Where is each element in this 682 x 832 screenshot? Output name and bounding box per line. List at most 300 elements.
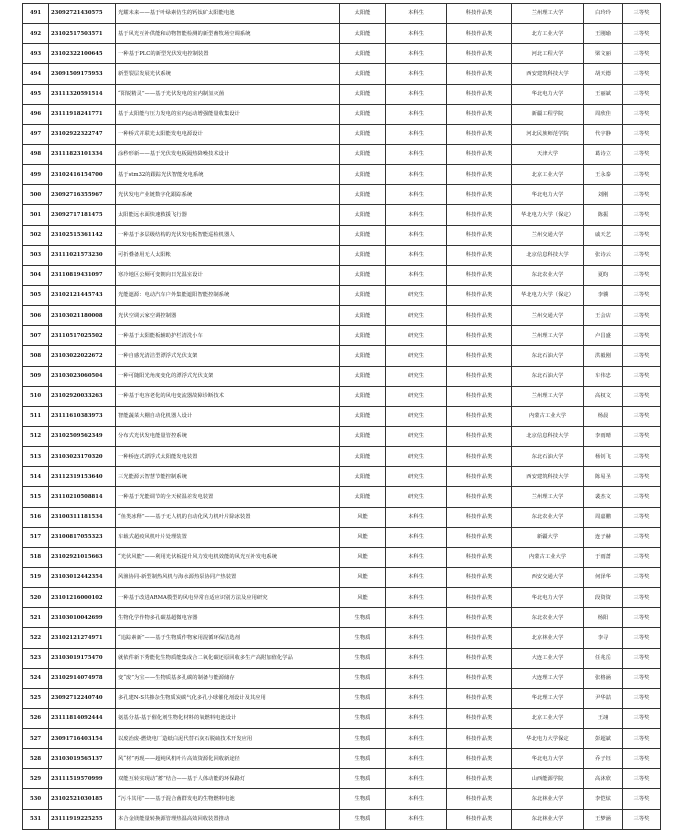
award-level-cell: 三等奖 — [623, 447, 661, 467]
energy-type-cell: 生物质 — [340, 648, 386, 668]
student-level-cell: 本科生 — [386, 608, 447, 628]
entry-id-cell: 23103012442354 — [49, 567, 116, 587]
project-title-cell: “污斗其用”——基于混合菌群发电的生物燃料电池 — [116, 789, 340, 809]
energy-type-cell: 风能 — [340, 567, 386, 587]
contact-name-cell: 周嘉鹏 — [584, 507, 623, 527]
row-number-cell: 497 — [23, 124, 49, 144]
work-category-cell: 科技作品类 — [447, 64, 512, 84]
contact-name-cell: 李骥 — [584, 285, 623, 305]
contact-name-cell: 张格涵 — [584, 668, 623, 688]
entry-id-cell: 23102322100645 — [49, 44, 116, 64]
row-number-cell: 531 — [23, 809, 49, 829]
award-level-cell: 三等奖 — [623, 547, 661, 567]
award-level-cell: 三等奖 — [623, 225, 661, 245]
student-level-cell: 研究生 — [386, 346, 447, 366]
award-level-cell: 三等奖 — [623, 426, 661, 446]
project-title-cell: 生物化学作物多孔碳基超微电容器 — [116, 608, 340, 628]
entry-id-cell: 23110517025502 — [49, 326, 116, 346]
project-title-cell: 一种桥连式漂浮式太阳能发电装置 — [116, 447, 340, 467]
school-name-cell: 内蒙古工业大学 — [512, 547, 584, 567]
entry-id-cell: 23092721430575 — [49, 4, 116, 24]
project-title-cell: 变“废”为宝——生物质基多孔碳的制备与能源储存 — [116, 668, 340, 688]
school-name-cell: 西安交通大学 — [512, 567, 584, 587]
contact-name-cell: 尹华喆 — [584, 688, 623, 708]
energy-type-cell: 太阳能 — [340, 44, 386, 64]
student-level-cell: 本科生 — [386, 24, 447, 44]
work-category-cell: 科技作品类 — [447, 406, 512, 426]
entry-id-cell: 23102914074978 — [49, 668, 116, 688]
entry-id-cell: 23092716355967 — [49, 185, 116, 205]
work-category-cell: 科技作品类 — [447, 527, 512, 547]
award-level-cell: 三等奖 — [623, 809, 661, 829]
contact-name-cell: 杨钊飞 — [584, 447, 623, 467]
table-row — [23, 306, 661, 326]
entry-id-cell: 23111918241771 — [49, 104, 116, 124]
energy-type-cell: 生物质 — [340, 809, 386, 829]
work-category-cell: 科技作品类 — [447, 426, 512, 446]
table-row — [23, 628, 661, 648]
entry-id-cell: 23101216000102 — [49, 588, 116, 608]
energy-type-cell: 风能 — [340, 527, 386, 547]
award-level-cell: 三等奖 — [623, 729, 661, 749]
contact-name-cell: 白玲玲 — [584, 4, 623, 24]
table-row — [23, 688, 661, 708]
table-row — [23, 265, 661, 285]
row-number-cell: 502 — [23, 225, 49, 245]
student-level-cell: 本科生 — [386, 64, 447, 84]
entry-id-cell: 23102920033263 — [49, 386, 116, 406]
award-level-cell: 三等奖 — [623, 326, 661, 346]
award-level-cell: 三等奖 — [623, 688, 661, 708]
energy-type-cell: 风能 — [340, 588, 386, 608]
row-number-cell: 527 — [23, 729, 49, 749]
entry-id-cell: 23103019175470 — [49, 648, 116, 668]
award-level-cell: 三等奖 — [623, 588, 661, 608]
project-title-cell: “追踪素新”——基于生物质作物家用混循环保洁选剂 — [116, 628, 340, 648]
school-name-cell: 东北农业大学 — [512, 265, 584, 285]
work-category-cell: 科技作品类 — [447, 809, 512, 829]
table-row — [23, 386, 661, 406]
award-level-cell: 三等奖 — [623, 346, 661, 366]
energy-type-cell: 太阳能 — [340, 225, 386, 245]
row-number-cell: 530 — [23, 789, 49, 809]
table-row — [23, 749, 661, 769]
work-category-cell: 科技作品类 — [447, 346, 512, 366]
school-name-cell: 兰州交通大学 — [512, 225, 584, 245]
school-name-cell: 北京工业大学 — [512, 708, 584, 728]
work-category-cell: 科技作品类 — [447, 749, 512, 769]
student-level-cell: 本科生 — [386, 648, 447, 668]
table-row — [23, 507, 661, 527]
project-title-cell: 光耀未来——基于叶绿素仿生的钙钛矿太阳能电池 — [116, 4, 340, 24]
student-level-cell: 研究生 — [386, 426, 447, 446]
table-row — [23, 346, 661, 366]
entry-id-cell: 23103022022672 — [49, 346, 116, 366]
school-name-cell: 东北石油大学 — [512, 366, 584, 386]
entry-id-cell: 23103010042699 — [49, 608, 116, 628]
contact-name-cell: 代宇静 — [584, 124, 623, 144]
school-name-cell: 西安建筑科技大学 — [512, 467, 584, 487]
row-number-cell: 500 — [23, 185, 49, 205]
entry-id-cell: 23111823101334 — [49, 144, 116, 164]
student-level-cell: 研究生 — [386, 406, 447, 426]
energy-type-cell: 太阳能 — [340, 386, 386, 406]
contact-name-cell: 王会店 — [584, 306, 623, 326]
project-title-cell: 一种基于电容老化的风电变流器故障诊断技术 — [116, 386, 340, 406]
work-category-cell: 科技作品类 — [447, 205, 512, 225]
contact-name-cell: 张诗云 — [584, 245, 623, 265]
work-category-cell: 科技作品类 — [447, 668, 512, 688]
energy-type-cell: 太阳能 — [340, 366, 386, 386]
student-level-cell: 本科生 — [386, 44, 447, 64]
energy-type-cell: 太阳能 — [340, 64, 386, 84]
school-name-cell: 兰州理工大学 — [512, 326, 584, 346]
row-number-cell: 496 — [23, 104, 49, 124]
table-row — [23, 668, 661, 688]
energy-type-cell: 太阳能 — [340, 426, 386, 446]
award-level-cell: 三等奖 — [623, 608, 661, 628]
school-name-cell: 兰州理工大学 — [512, 4, 584, 24]
project-title-cell: 本合金镁能量转换源管理热温高效回收装置推动 — [116, 809, 340, 829]
contact-name-cell: 葛诗立 — [584, 144, 623, 164]
award-level-cell: 三等奖 — [623, 24, 661, 44]
contact-name-cell: 王刚瑜 — [584, 24, 623, 44]
contact-name-cell: 卢昌盛 — [584, 326, 623, 346]
table-row — [23, 24, 661, 44]
row-number-cell: 506 — [23, 306, 49, 326]
award-level-cell: 三等奖 — [623, 628, 661, 648]
school-name-cell: 河北民族师范学院 — [512, 124, 584, 144]
award-level-cell: 三等奖 — [623, 265, 661, 285]
award-level-cell: 三等奖 — [623, 245, 661, 265]
entry-id-cell: 23111320591514 — [49, 84, 116, 104]
row-number-cell: 498 — [23, 144, 49, 164]
student-level-cell: 研究生 — [386, 366, 447, 386]
work-category-cell: 科技作品类 — [447, 487, 512, 507]
energy-type-cell: 太阳能 — [340, 306, 386, 326]
energy-type-cell: 生物质 — [340, 608, 386, 628]
row-number-cell: 495 — [23, 84, 49, 104]
project-title-cell: 太阳能远水面快速救援飞行器 — [116, 205, 340, 225]
energy-type-cell: 生物质 — [340, 769, 386, 789]
school-name-cell: 新疆工程学院 — [512, 104, 584, 124]
work-category-cell: 科技作品类 — [447, 547, 512, 567]
project-title-cell: 基于太阳能与压力发电的室内运动增强能量收集设计 — [116, 104, 340, 124]
row-number-cell: 492 — [23, 24, 49, 44]
contact-name-cell: 乔子钰 — [584, 749, 623, 769]
student-level-cell: 本科生 — [386, 265, 447, 285]
table-row — [23, 527, 661, 547]
project-title-cell: 光能遮源：电动汽车户外集能遮阳智能控制系统 — [116, 285, 340, 305]
row-number-cell: 523 — [23, 648, 49, 668]
energy-type-cell: 太阳能 — [340, 124, 386, 144]
award-level-cell: 三等奖 — [623, 668, 661, 688]
school-name-cell: 兰州理工大学 — [512, 487, 584, 507]
table-row — [23, 144, 661, 164]
contact-name-cell: 梁文丽 — [584, 44, 623, 64]
contact-name-cell: 王梦涵 — [584, 809, 623, 829]
contact-name-cell: 高沐欣 — [584, 769, 623, 789]
contact-name-cell: 彭超斌 — [584, 729, 623, 749]
student-level-cell: 本科生 — [386, 769, 447, 789]
project-title-cell: 一种基于光能调节的全天候温差发电装置 — [116, 487, 340, 507]
table-row — [23, 366, 661, 386]
work-category-cell: 科技作品类 — [447, 567, 512, 587]
table-row — [23, 406, 661, 426]
award-level-cell: 三等奖 — [623, 285, 661, 305]
school-name-cell: 北京林业大学 — [512, 628, 584, 648]
work-category-cell: 科技作品类 — [447, 588, 512, 608]
table-row — [23, 708, 661, 728]
award-level-cell: 三等奖 — [623, 406, 661, 426]
table-row — [23, 4, 661, 24]
project-title-cell: 多孔建N-S共掺杂生物质炭碳气化多孔小球催化剂设计及其应用 — [116, 688, 340, 708]
row-number-cell: 521 — [23, 608, 49, 628]
student-level-cell: 本科生 — [386, 628, 447, 648]
row-number-cell: 526 — [23, 708, 49, 728]
entry-id-cell: 23111814092444 — [49, 708, 116, 728]
work-category-cell: 科技作品类 — [447, 467, 512, 487]
table-row — [23, 245, 661, 265]
energy-type-cell: 太阳能 — [340, 165, 386, 185]
project-title-cell: 光伏空调云家空调控制器 — [116, 306, 340, 326]
award-level-cell: 三等奖 — [623, 467, 661, 487]
school-name-cell: 华北电力大学保定 — [512, 729, 584, 749]
row-number-cell: 507 — [23, 326, 49, 346]
student-level-cell: 研究生 — [386, 306, 447, 326]
entry-id-cell: 23111519570999 — [49, 769, 116, 789]
project-title-cell: 风“材”再现——超纯风机叶片高效资源化回收新途径 — [116, 749, 340, 769]
school-name-cell: 山西能源学院 — [512, 769, 584, 789]
student-level-cell: 本科生 — [386, 144, 447, 164]
row-number-cell: 510 — [23, 386, 49, 406]
entry-id-cell: 23100311181534 — [49, 507, 116, 527]
table-row — [23, 426, 661, 446]
row-number-cell: 493 — [23, 44, 49, 64]
contact-name-cell: 周欣佳 — [584, 104, 623, 124]
project-title-cell: 一种基于改进ARMA模型的风电异常自适应识别方法及应用研究 — [116, 588, 340, 608]
project-title-cell: 一种桥式并联光太阳能发电电源设计 — [116, 124, 340, 144]
contact-name-cell: 杨阳 — [584, 608, 623, 628]
row-number-cell: 494 — [23, 64, 49, 84]
row-number-cell: 503 — [23, 245, 49, 265]
row-number-cell: 517 — [23, 527, 49, 547]
project-title-cell: “鱼类冰释”——基于无人机的自动化风力机叶片除冰装置 — [116, 507, 340, 527]
contact-name-cell: 陈振 — [584, 205, 623, 225]
student-level-cell: 研究生 — [386, 467, 447, 487]
contact-name-cell: 杨晨 — [584, 406, 623, 426]
student-level-cell: 本科生 — [386, 507, 447, 527]
entry-id-cell: 23092712240740 — [49, 688, 116, 708]
energy-type-cell: 太阳能 — [340, 144, 386, 164]
row-number-cell: 491 — [23, 4, 49, 24]
row-number-cell: 519 — [23, 567, 49, 587]
project-title-cell: 氨基分基-基于催化剂生物化材料的氧燃料电池设计 — [116, 708, 340, 728]
award-level-cell: 三等奖 — [623, 708, 661, 728]
project-title-cell: 可折叠备用无人太阳帐 — [116, 245, 340, 265]
row-number-cell: 522 — [23, 628, 49, 648]
table-row — [23, 789, 661, 809]
contact-name-cell: 夏昀 — [584, 265, 623, 285]
row-number-cell: 513 — [23, 447, 49, 467]
energy-type-cell: 太阳能 — [340, 406, 386, 426]
contact-name-cell: 裴杰文 — [584, 487, 623, 507]
student-level-cell: 本科生 — [386, 185, 447, 205]
school-name-cell: 东北石油大学 — [512, 346, 584, 366]
work-category-cell: 科技作品类 — [447, 507, 512, 527]
award-level-cell: 三等奖 — [623, 789, 661, 809]
row-number-cell: 509 — [23, 366, 49, 386]
project-title-cell: 寒冷地区公厕可变朝向日光温室设计 — [116, 265, 340, 285]
project-title-cell: 风渔协同-新型制热风机与海水源热泵协同产热装置 — [116, 567, 340, 587]
work-category-cell: 科技作品类 — [447, 245, 512, 265]
student-level-cell: 本科生 — [386, 729, 447, 749]
table-row — [23, 205, 661, 225]
school-name-cell: 北京信息科技大学 — [512, 245, 584, 265]
award-table-body — [23, 4, 661, 830]
row-number-cell: 504 — [23, 265, 49, 285]
contact-name-cell: 李寻 — [584, 628, 623, 648]
work-category-cell: 科技作品类 — [447, 789, 512, 809]
project-title-cell: “光伏风能”——利用光伏板提升风力发电机效能的风光互补发电系统 — [116, 547, 340, 567]
school-name-cell: 兰州交通大学 — [512, 306, 584, 326]
contact-name-cell: 胡天德 — [584, 64, 623, 84]
work-category-cell: 科技作品类 — [447, 326, 512, 346]
school-name-cell: 大连工业大学 — [512, 648, 584, 668]
project-title-cell: 分布式光伏发电能量管控系统 — [116, 426, 340, 446]
school-name-cell: 天津大学 — [512, 144, 584, 164]
work-category-cell: 科技作品类 — [447, 306, 512, 326]
project-title-cell: 双能互转实现动“蓄”结合——基于人体动能的环保路灯 — [116, 769, 340, 789]
energy-type-cell: 太阳能 — [340, 185, 386, 205]
contact-name-cell: 戚天艺 — [584, 225, 623, 245]
award-level-cell: 三等奖 — [623, 185, 661, 205]
energy-type-cell: 太阳能 — [340, 104, 386, 124]
student-level-cell: 本科生 — [386, 84, 447, 104]
school-name-cell: 华北电力大学 — [512, 588, 584, 608]
energy-type-cell: 太阳能 — [340, 285, 386, 305]
award-level-cell: 三等奖 — [623, 205, 661, 225]
award-level-cell: 三等奖 — [623, 44, 661, 64]
school-name-cell: 东北农业大学 — [512, 507, 584, 527]
work-category-cell: 科技作品类 — [447, 386, 512, 406]
contact-name-cell: 刘刚 — [584, 185, 623, 205]
energy-type-cell: 太阳能 — [340, 84, 386, 104]
energy-type-cell: 太阳能 — [340, 326, 386, 346]
contact-name-cell: 连子赫 — [584, 527, 623, 547]
row-number-cell: 499 — [23, 165, 49, 185]
energy-type-cell: 生物质 — [340, 628, 386, 648]
project-title-cell: 涂秒形新——基于光伏发电板隔热降噪技术设计 — [116, 144, 340, 164]
table-row — [23, 769, 661, 789]
energy-type-cell: 太阳能 — [340, 467, 386, 487]
entry-id-cell: 23091509175953 — [49, 64, 116, 84]
energy-type-cell: 风能 — [340, 507, 386, 527]
award-level-cell: 三等奖 — [623, 648, 661, 668]
table-row — [23, 104, 661, 124]
table-row — [23, 44, 661, 64]
student-level-cell: 本科生 — [386, 4, 447, 24]
entry-id-cell: 23102521030185 — [49, 789, 116, 809]
entry-id-cell: 23102922322747 — [49, 124, 116, 144]
student-level-cell: 研究生 — [386, 285, 447, 305]
student-level-cell: 本科生 — [386, 708, 447, 728]
entry-id-cell: 23110819431097 — [49, 265, 116, 285]
energy-type-cell: 生物质 — [340, 729, 386, 749]
entry-id-cell: 23110210508814 — [49, 487, 116, 507]
school-name-cell: 华北电力大学（保定） — [512, 205, 584, 225]
school-name-cell: 北京工业大学 — [512, 165, 584, 185]
student-level-cell: 本科生 — [386, 527, 447, 547]
school-name-cell: 兰州理工大学 — [512, 386, 584, 406]
award-level-cell: 三等奖 — [623, 527, 661, 547]
work-category-cell: 科技作品类 — [447, 648, 512, 668]
project-title-cell: 一种可随阳光角度变化的漂浮式光伏支架 — [116, 366, 340, 386]
row-number-cell: 528 — [23, 749, 49, 769]
student-level-cell: 本科生 — [386, 205, 447, 225]
student-level-cell: 本科生 — [386, 165, 447, 185]
contact-name-cell: 洪毅刚 — [584, 346, 623, 366]
energy-type-cell: 太阳能 — [340, 205, 386, 225]
entry-id-cell: 23102515361142 — [49, 225, 116, 245]
table-row — [23, 547, 661, 567]
energy-type-cell: 生物质 — [340, 789, 386, 809]
student-level-cell: 本科生 — [386, 225, 447, 245]
work-category-cell: 科技作品类 — [447, 144, 512, 164]
project-title-cell: 光伏发电产业链数字化跟踪系统 — [116, 185, 340, 205]
student-level-cell: 本科生 — [386, 809, 447, 829]
contact-name-cell: 何泽华 — [584, 567, 623, 587]
student-level-cell: 本科生 — [386, 749, 447, 769]
entry-id-cell: 23102416154700 — [49, 165, 116, 185]
contact-name-cell: 陈易圣 — [584, 467, 623, 487]
entry-id-cell: 23111919225255 — [49, 809, 116, 829]
student-level-cell: 研究生 — [386, 326, 447, 346]
project-title-cell: 智能蔬菜大棚自动化机器人设计 — [116, 406, 340, 426]
contact-name-cell: 王翊 — [584, 708, 623, 728]
row-number-cell: 512 — [23, 426, 49, 446]
school-name-cell: 内蒙古工业大学 — [512, 406, 584, 426]
energy-type-cell: 太阳能 — [340, 265, 386, 285]
work-category-cell: 科技作品类 — [447, 729, 512, 749]
award-level-cell: 三等奖 — [623, 366, 661, 386]
school-name-cell: 大连理工大学 — [512, 668, 584, 688]
row-number-cell: 525 — [23, 688, 49, 708]
work-category-cell: 科技作品类 — [447, 124, 512, 144]
energy-type-cell: 生物质 — [340, 668, 386, 688]
entry-id-cell: 23103021180008 — [49, 306, 116, 326]
work-category-cell: 科技作品类 — [447, 608, 512, 628]
row-number-cell: 515 — [23, 487, 49, 507]
award-level-cell: 三等奖 — [623, 386, 661, 406]
table-row — [23, 729, 661, 749]
entry-id-cell: 23112319153640 — [49, 467, 116, 487]
entry-id-cell: 23111610383973 — [49, 406, 116, 426]
work-category-cell: 科技作品类 — [447, 165, 512, 185]
row-number-cell: 520 — [23, 588, 49, 608]
project-title-cell: 一种基于PLC的新型光伏发电控制装置 — [116, 44, 340, 64]
award-level-cell: 三等奖 — [623, 4, 661, 24]
student-level-cell: 本科生 — [386, 547, 447, 567]
work-category-cell: 科技作品类 — [447, 285, 512, 305]
work-category-cell: 科技作品类 — [447, 447, 512, 467]
entry-id-cell: 23102921015663 — [49, 547, 116, 567]
school-name-cell: 东北林业大学 — [512, 809, 584, 829]
school-name-cell: 华北电力大学 — [512, 185, 584, 205]
energy-type-cell: 生物质 — [340, 708, 386, 728]
student-level-cell: 本科生 — [386, 668, 447, 688]
student-level-cell: 本科生 — [386, 688, 447, 708]
